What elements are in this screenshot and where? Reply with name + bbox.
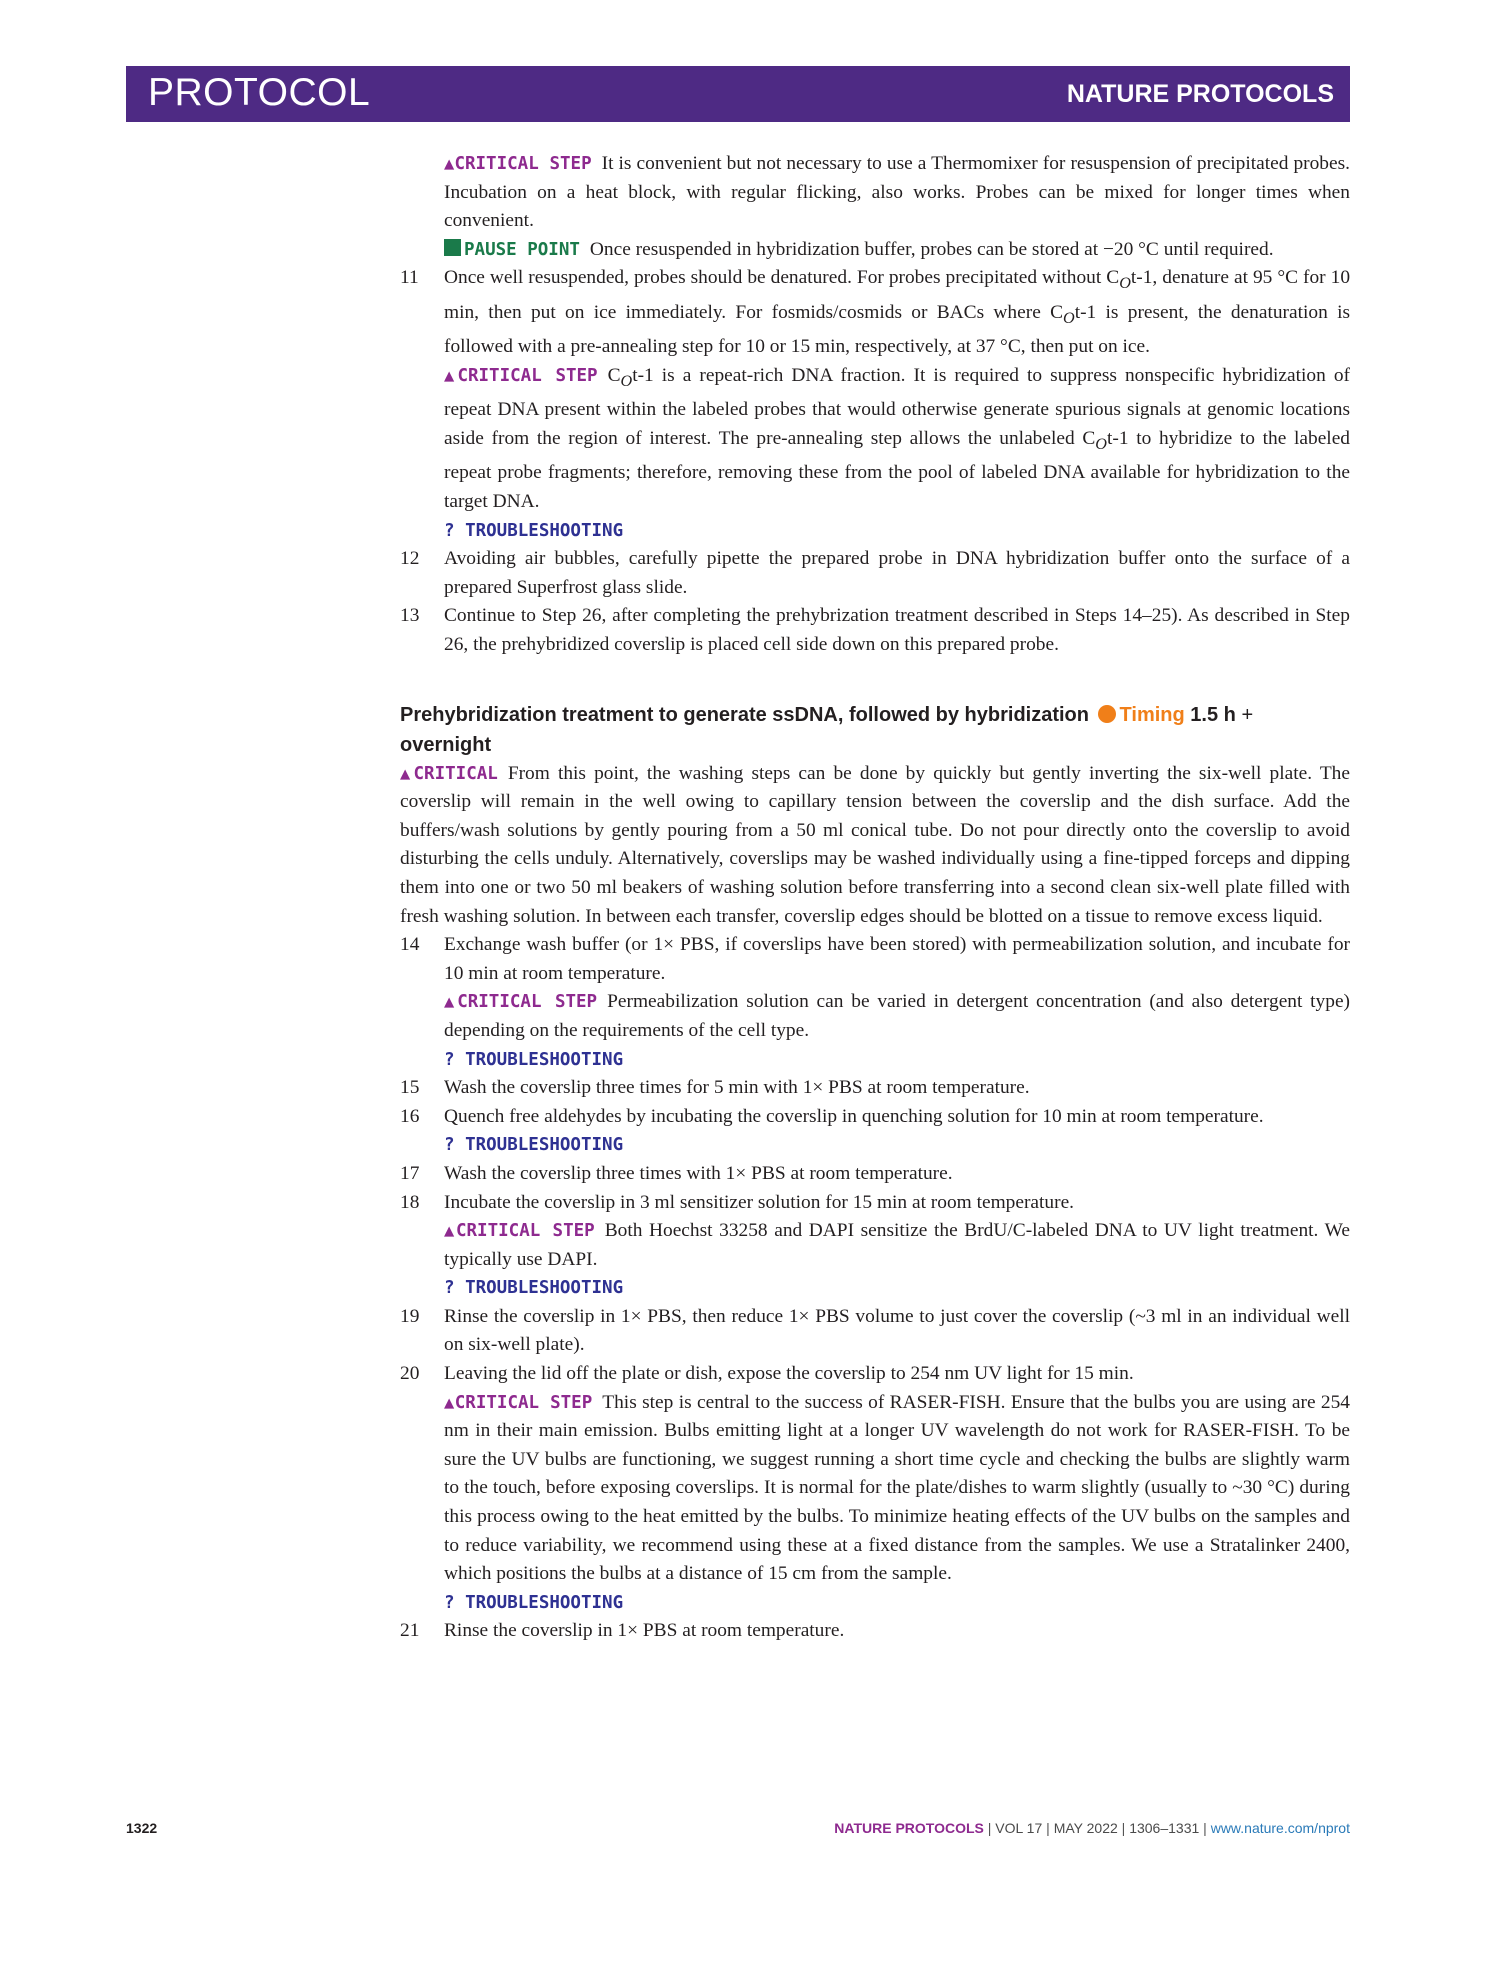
- subscript-o: O: [1095, 435, 1107, 453]
- step-number: 17: [400, 1162, 420, 1184]
- troubleshooting-link[interactable]: ? TROUBLESHOOTING: [444, 1135, 624, 1156]
- footer-citation: NATURE PROTOCOLS | VOL 17 | MAY 2022 | 1306–1331 | www.nature.com/nprot: [834, 1820, 1350, 1836]
- step-14: [400, 931, 1350, 988]
- subscript-o: O: [1119, 275, 1131, 293]
- troubleshooting-link[interactable]: ? TROUBLESHOOTING: [444, 520, 624, 541]
- step-text: Wash the coverslip three times with 1× PBS at room temperature.: [444, 1162, 953, 1184]
- triangle-icon: ▲: [444, 154, 455, 174]
- section-critical-note: ▲CRITICAL From this point, the washing steps can be done by quickly but gently inverting the six-well plate. The coverslip will remain in the well owing to capillary tension between the coverslip and the dish surface. Add the buffers/wash solutions by gently pouring from a 50 ml conical tube. Do not pour directly onto the coverslip to avoid disturbing the cells unduly. Alternatively, coverslips may be washed individually using a fine-tipped forceps and dipping them into one or two 50 ml beakers of washing solution before transferring into a second clean six-well plate filled with fresh washing solution. In between each transfer, coverslip edges should be blotted on a tissue to remove excess liquid.: [400, 762, 1350, 927]
- troubleshooting-link[interactable]: ? TROUBLESHOOTING: [444, 1278, 624, 1299]
- step-text: Rinse the coverslip in 1× PBS at room temperature.: [444, 1620, 845, 1642]
- triangle-icon: ▲: [444, 992, 458, 1013]
- critical-step-note: ▲CRITICAL STEP Both Hoechst 33258 and DAPI sensitize the BrdU/C-labeled DNA to UV light treatment. We typically use DAPI.: [444, 1220, 1350, 1270]
- step-number: 11: [400, 267, 419, 289]
- troubleshooting-link[interactable]: ? TROUBLESHOOTING: [444, 1592, 624, 1613]
- step-20: [400, 1360, 1350, 1389]
- step-number: 13: [400, 605, 420, 627]
- main-content: [400, 150, 1350, 1646]
- critical-label: ▲CRITICAL: [400, 763, 498, 784]
- critical-step-label: ▲CRITICAL STEP: [444, 154, 592, 174]
- pause-square-icon: [444, 239, 461, 256]
- step-number: 12: [400, 548, 420, 570]
- step-number: 15: [400, 1077, 420, 1099]
- troubleshooting-link[interactable]: ? TROUBLESHOOTING: [444, 1049, 624, 1070]
- step-number: 16: [400, 1105, 420, 1127]
- footer-pages: 1306–1331: [1129, 1820, 1200, 1836]
- critical-step-note: [444, 150, 1350, 236]
- step-text: Incubate the coverslip in 3 ml sensitizer solution for 15 min at room temperature.: [444, 1191, 1075, 1213]
- step-number: 20: [400, 1363, 420, 1385]
- step-text: Leaving the lid off the plate or dish, expose the coverslip to 254 nm UV light for 15 min.: [444, 1363, 1134, 1385]
- step-text: Wash the coverslip three times for 5 min with 1× PBS at room temperature.: [444, 1077, 1030, 1099]
- step-12: [400, 545, 1350, 602]
- critical-step-label: ▲CRITICAL STEP: [444, 992, 598, 1013]
- step-13: [400, 602, 1350, 659]
- footer-date: MAY 2022: [1053, 1820, 1118, 1836]
- step-text: Quench free aldehydes by incubating the coverslip in quenching solution for 10 min at room temperature.: [444, 1105, 1264, 1127]
- step-text: Avoiding air bubbles, carefully pipette the prepared probe in DNA hybridization buffer onto the surface of a prepared Superfrost glass slide.: [444, 548, 1350, 598]
- step-15: [400, 1074, 1350, 1103]
- article-type-label: PROTOCOL: [148, 71, 371, 114]
- note-text: Once resuspended in hybridization buffer, probes can be stored at −20 °C until required.: [589, 238, 1274, 260]
- step-16: [400, 1103, 1350, 1132]
- triangle-icon: ▲: [400, 763, 414, 784]
- pause-point-label: PAUSE POINT: [444, 240, 580, 260]
- critical-step-note: ▲CRITICAL STEP Permeabilization solution can be varied in detergent concentration (and also detergent type) depending on the requirements of the cell type.: [444, 991, 1351, 1041]
- header-bar: [126, 66, 1350, 122]
- step-text: Once well resuspended, probes should be denatured. For probes precipitated without $C_Ot-1$, denature at 95 °C for 10 min, then put on ice immediately. For fosmids/cosmids or BACs where $C_Ot-1$ is present, the denaturation is followed with a pre-annealing step for 10 or 15 min, respectively, at 37 °C, then put on ice.: [444, 267, 1351, 358]
- journal-name-header: NATURE PROTOCOLS: [1066, 80, 1334, 108]
- timing-clock-icon: [1098, 705, 1116, 723]
- note-text: It is convenient but not necessary to use a Thermomixer for resuspension of precipitated probes. Incubation on a heat block, with regular flicking, also works. Probes can be mixed for longer times when convenient.: [444, 153, 1350, 232]
- step-21: [400, 1617, 1350, 1646]
- step-text: Continue to Step 26, after completing the prehybrization treatment described in Steps 14–25). As described in Step 26, the prehybridized coverslip is placed cell side down on this prepared probe.: [444, 605, 1350, 655]
- page-number: 1322: [126, 1820, 158, 1836]
- subscript-o: O: [620, 372, 633, 390]
- step-19: [400, 1303, 1350, 1360]
- step-text: Rinse the coverslip in 1× PBS, then reduce 1× PBS volume to just cover the coverslip (~3 ml in an individual well on six-well plate).: [444, 1305, 1350, 1356]
- timing-label: Timing: [1119, 703, 1185, 726]
- pause-point-note: [444, 236, 1350, 265]
- critical-step-note: ▲CRITICAL STEP This step is central to the success of RASER-FISH. Ensure that the bulbs you are using are 254 nm in their main emission. Bulbs emitting light at a longer UV wavelength do not work for RASER-FISH. To be sure the UV bulbs are functioning, we suggest running a short time cycle and checking the bulbs are slightly warm to the touch, before exposing coverslips. It is normal for the plate/dishes to warm slightly (usually to ~30 °C) during this process owing to the heat emitted by the bulbs. To minimize heating effects of the UV bulbs on the samples and to reduce variability, we recommend using these at a fixed distance from the samples. We use a Stratalinker 2400, which positions the bulbs at a distance of 15 cm from the sample.: [444, 1391, 1350, 1585]
- step-number: 21: [400, 1620, 420, 1642]
- subscript-o: O: [1063, 309, 1075, 327]
- triangle-icon: ▲: [444, 1392, 455, 1413]
- critical-step-label: ▲CRITICAL STEP: [444, 365, 598, 386]
- critical-step-label: ▲CRITICAL STEP: [444, 1221, 595, 1242]
- step-number: 14: [400, 934, 420, 956]
- critical-step-note: ▲CRITICAL STEP $C_Ot-1$ is a repeat-rich DNA fraction. It is required to suppress nonspecific hybridization of repeat DNA present within the labeled probes that would otherwise generate spurious signals at genomic locations aside from the region of interest. The pre-annealing step allows the unlabeled $C_Ot-1$ to hybridize to the labeled repeat probe fragments; therefore, removing these from the pool of labeled DNA available for hybridization to the target DNA.: [444, 364, 1350, 513]
- footer-volume: VOL 17: [995, 1820, 1043, 1836]
- triangle-icon: ▲: [444, 365, 458, 386]
- step-number: 19: [400, 1305, 420, 1327]
- timing-overnight: overnight: [400, 733, 492, 756]
- triangle-icon: ▲: [444, 1221, 456, 1242]
- step-11: [400, 264, 1350, 362]
- step-18: [400, 1189, 1350, 1218]
- step-17: [400, 1160, 1350, 1189]
- critical-step-label: ▲CRITICAL STEP: [444, 1392, 593, 1413]
- step-number: 18: [400, 1191, 420, 1213]
- step-text: Exchange wash buffer (or 1× PBS, if coverslips have been stored) with permeabilization solution, and incubate for 10 min at room temperature.: [444, 934, 1350, 984]
- timing-value: 1.5 h: [1190, 703, 1236, 726]
- footer-url-link[interactable]: www.nature.com/nprot: [1210, 1820, 1350, 1836]
- section-heading: Prehybridization treatment to generate ssDNA, followed by hybridization Timing 1.5 h + overnight: [400, 703, 1254, 756]
- footer-journal: NATURE PROTOCOLS: [834, 1820, 984, 1836]
